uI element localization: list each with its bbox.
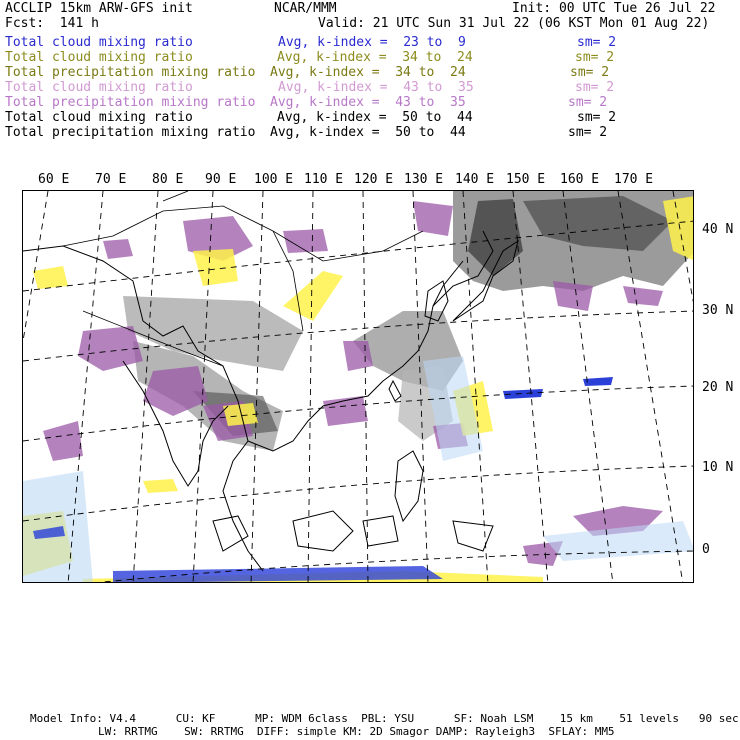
field-name: Total precipitation mixing ratio [5, 95, 256, 110]
field-name: Total cloud mixing ratio [5, 35, 193, 50]
map-panel [22, 190, 694, 583]
lon-label: 70 E [95, 172, 127, 187]
lon-label: 100 E [254, 172, 294, 187]
field-avg: Avg, k-index = 50 to 44 [270, 125, 466, 140]
model-title: ACCLIP 15km ARW-GFS init [5, 1, 193, 16]
lon-label: 90 E [205, 172, 237, 187]
lat-label: 10 N [702, 460, 734, 475]
field-name: Total precipitation mixing ratio [5, 125, 256, 140]
lon-label: 150 E [506, 172, 546, 187]
field-sm: sm= 2 [568, 125, 608, 140]
field-sm: sm= 2 [570, 65, 610, 80]
lon-label: 110 E [304, 172, 344, 187]
field-sm: sm= 2 [577, 35, 617, 50]
lat-label: 40 N [702, 222, 734, 237]
center-label: NCAR/MMM [274, 1, 337, 16]
field-name: Total precipitation mixing ratio [5, 65, 256, 80]
field-avg: Avg, k-index = 43 to 35 [278, 80, 474, 95]
field-name: Total cloud mixing ratio [5, 80, 193, 95]
field-sm: sm= 2 [575, 50, 615, 65]
field-sm: sm= 2 [568, 95, 608, 110]
valid-time: Valid: 21 UTC Sun 31 Jul 22 (06 KST Mon 01 Aug 22) [318, 16, 710, 31]
lon-label: 120 E [354, 172, 394, 187]
lon-label: 60 E [38, 172, 70, 187]
field-sm: sm= 2 [575, 80, 615, 95]
lon-label: 140 E [455, 172, 495, 187]
field-name: Total cloud mixing ratio [5, 110, 193, 125]
field-avg: Avg, k-index = 34 to 24 [277, 50, 473, 65]
lon-label: 160 E [560, 172, 600, 187]
model-info-line1: Model Info: V4.4 CU: KF MP: WDM 6class PBL: YSU SF: Noah LSM 15 km 51 levels 90 sec [30, 712, 739, 725]
init-time: Init: 00 UTC Tue 26 Jul 22 [512, 1, 716, 16]
lon-label: 80 E [152, 172, 184, 187]
field-avg: Avg, k-index = 43 to 35 [270, 95, 466, 110]
forecast-hour: Fcst: 141 h [5, 16, 99, 31]
field-sm: sm= 2 [577, 110, 617, 125]
field-avg: Avg, k-index = 50 to 44 [277, 110, 473, 125]
lat-label: 30 N [702, 303, 734, 318]
dark-cloud-field [453, 191, 694, 291]
lon-label: 130 E [404, 172, 444, 187]
map-canvas [23, 191, 694, 583]
field-name: Total cloud mixing ratio [5, 50, 193, 65]
lat-label: 0 [702, 542, 710, 557]
lon-label: 170 E [614, 172, 654, 187]
field-avg: Avg, k-index = 23 to 9 [278, 35, 466, 50]
lat-label: 20 N [702, 380, 734, 395]
model-info-line2: LW: RRTMG SW: RRTMG DIFF: simple KM: 2D Smagor DAMP: Rayleigh3 SFLAY: MM5 [98, 725, 615, 738]
field-avg: Avg, k-index = 34 to 24 [270, 65, 466, 80]
